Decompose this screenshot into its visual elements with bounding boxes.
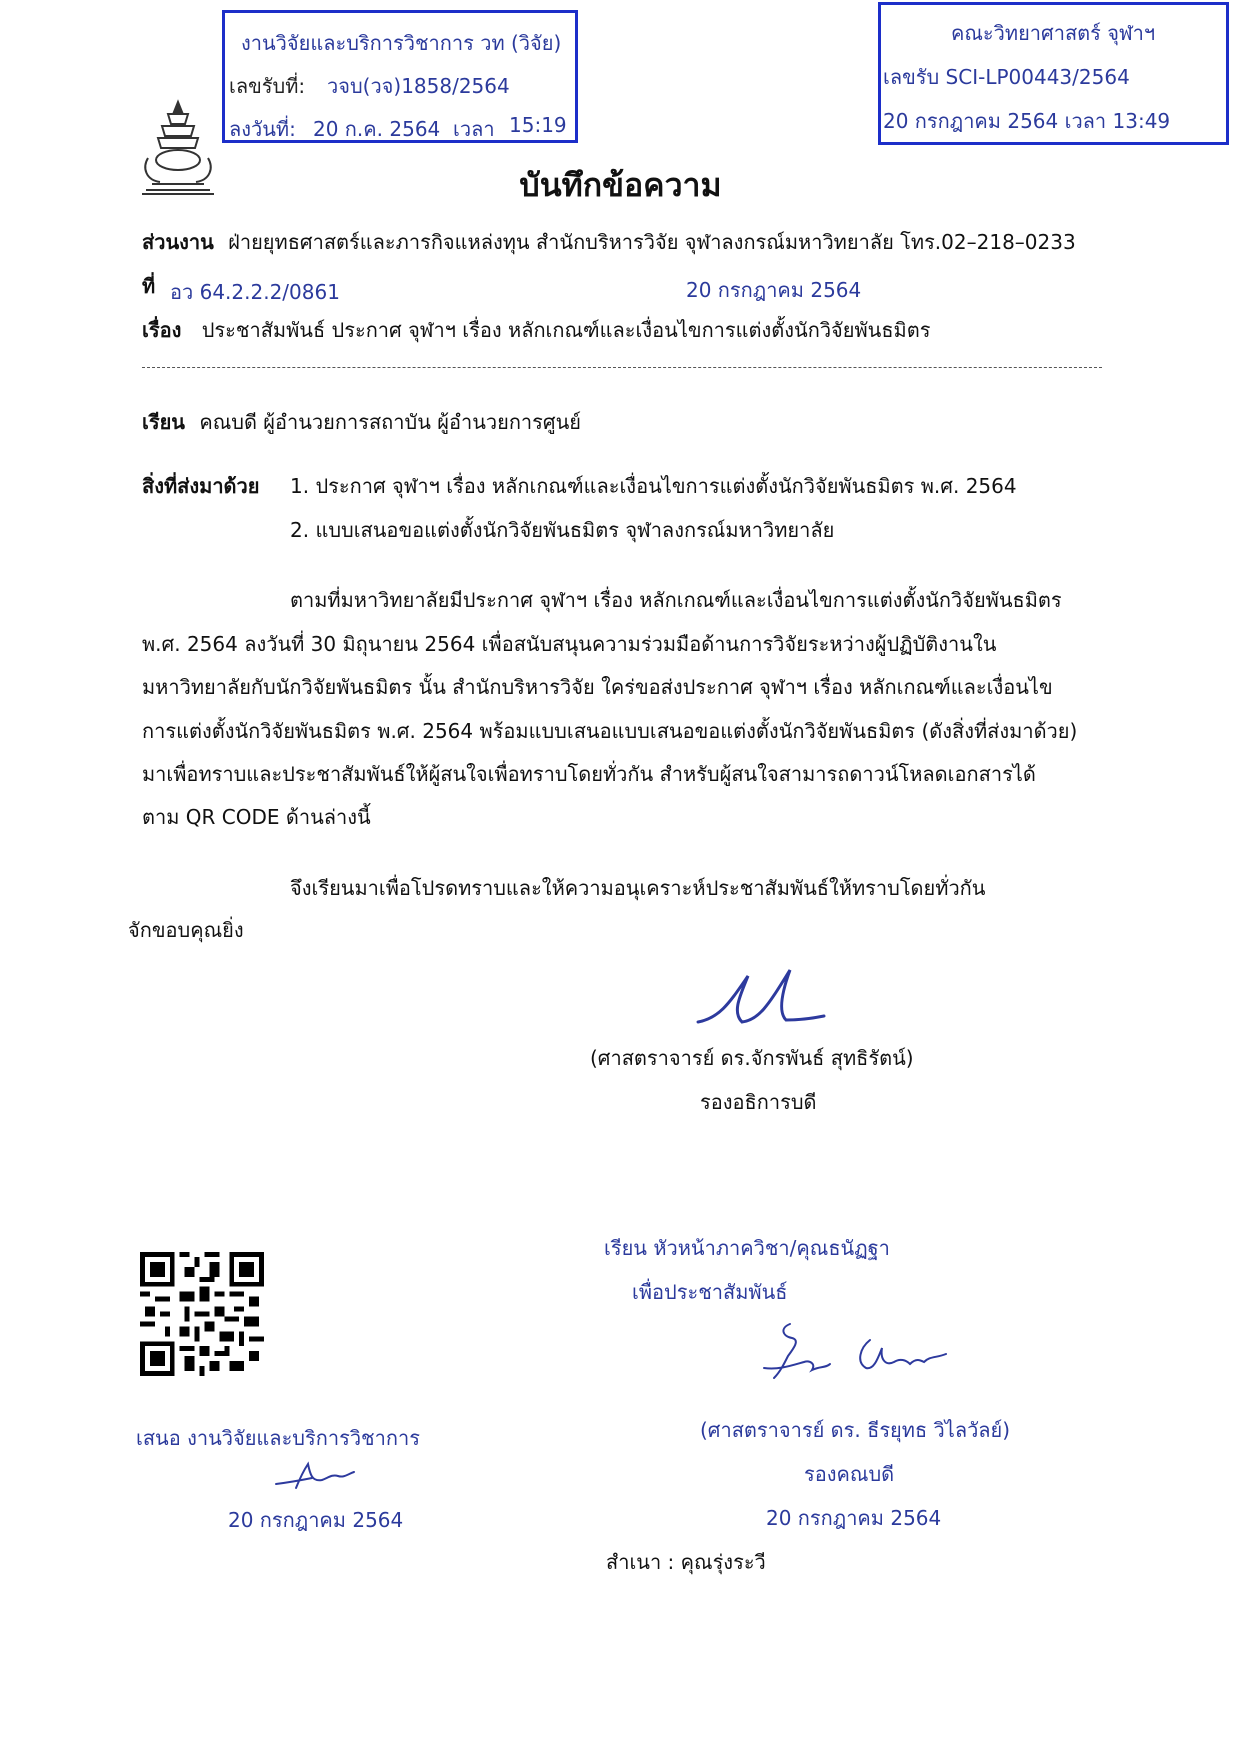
dept-label: ส่วนงาน — [142, 230, 214, 254]
stamp-faculty-datetime: 20 กรกฎาคม 2564 เวลา 13:49 — [883, 109, 1171, 133]
stamp-time-value: 15:19 — [509, 113, 567, 137]
ref-label: ที่ — [142, 274, 156, 298]
assign-purpose: เพื่อประชาสัมพันธ์ — [632, 1280, 788, 1304]
ref-number: อว 64.2.2.2/0861 — [170, 280, 340, 304]
to-row — [142, 406, 581, 438]
signer-name: (ศาสตราจารย์ ดร.จักรพันธ์ สุทธิรัตน์) — [590, 1046, 914, 1070]
signer-position: รองอธิการบดี — [700, 1090, 817, 1114]
to-label: เรียน — [142, 410, 185, 434]
body-line: ตามที่มหาวิทยาลัยมีประกาศ จุฬาฯ เรื่อง หลักเกณฑ์และเงื่อนไขการแต่งตั้งนักวิจัยพันธมิตร — [290, 588, 1062, 612]
stamp-faculty: คณะวิทยาศาสตร์ จุฬาฯ — [951, 21, 1156, 45]
closing-thanks: จักขอบคุณยิ่ง — [128, 918, 244, 942]
enclosure-item: 1. ประกาศ จุฬาฯ เรื่อง หลักเกณฑ์และเงื่อนไขการแต่งตั้งนักวิจัยพันธมิตร พ.ศ. 2564 — [290, 474, 1017, 498]
stamp-faculty-recv: เลขรับ SCI-LP00443/2564 — [883, 65, 1130, 89]
dean-deputy-signature — [760, 1318, 950, 1390]
qr-code[interactable] — [140, 1252, 264, 1376]
body-line: มาเพื่อทราบและประชาสัมพันธ์ให้ผู้สนใจเพื่อทราบโดยทั่วกัน สำหรับผู้สนใจสามารถดาวน์โหลดเอกสารได้ — [142, 762, 1036, 786]
copy-to: สำเนา : คุณรุ่งระวี — [606, 1550, 766, 1574]
deputy-dean-date: 20 กรกฎาคม 2564 — [766, 1506, 942, 1530]
deputy-dean-name: (ศาสตราจารย์ ดร. ธีรยุทธ วิไลวัลย์) — [700, 1418, 1011, 1442]
subject-row — [142, 314, 930, 346]
to-value: คณบดี ผู้อำนวยการสถาบัน ผู้อำนวยการศูนย์ — [199, 410, 581, 434]
dept-row — [142, 226, 1076, 258]
stamp-recv-value: วจบ(วจ)1858/2564 — [327, 74, 510, 98]
subject-label: เรื่อง — [142, 318, 182, 342]
forward-note: เสนอ งานวิจัยและบริการวิชาการ — [136, 1426, 420, 1450]
body-line: ตาม QR CODE ด้านล่างนี้ — [142, 805, 371, 829]
enclosure-item: 2. แบบเสนอขอแต่งตั้งนักวิจัยพันธมิตร จุฬาลงกรณ์มหาวิทยาลัย — [290, 518, 835, 542]
dept-value: ฝ่ายยุทธศาสตร์และภารกิจแหล่งทุน สำนักบริหารวิจัย จุฬาลงกรณ์มหาวิทยาลัย โทร.02–218–0233 — [228, 230, 1076, 254]
memo-title: บันทึกข้อความ — [519, 166, 722, 204]
subject-value: ประชาสัมพันธ์ ประกาศ จุฬาฯ เรื่อง หลักเกณฑ์และเงื่อนไขการแต่งตั้งนักวิจัยพันธมิตร — [201, 318, 931, 342]
header-divider — [142, 367, 1102, 368]
body-line: มหาวิทยาลัยกับนักวิจัยพันธมิตร นั้น สำนักบริหารวิจัย ใคร่ขอส่งประกาศ จุฬาฯ เรื่อง หลักเกณฑ์และเงื่อนไข — [142, 675, 1053, 699]
memo-date: 20 กรกฎาคม 2564 — [686, 278, 862, 302]
forward-date: 20 กรกฎาคม 2564 — [228, 1508, 404, 1532]
stamp-date-label: ลงวันที่: — [229, 117, 296, 141]
body-line: พ.ศ. 2564 ลงวันที่ 30 มิถุนายน 2564 เพื่อสนับสนุนความร่วมมือด้านการวิจัยระหว่างผู้ปฏิบัติงานใน — [142, 632, 997, 656]
stamp-office: งานวิจัยและบริการวิชาการ วท (วิจัย) — [241, 31, 562, 55]
initial-signature — [272, 1460, 358, 1492]
received-stamp-research — [222, 10, 578, 143]
stamp-recv-label: เลขรับที่: — [229, 74, 306, 98]
deputy-dean-position: รองคณบดี — [804, 1462, 895, 1486]
vice-president-signature — [690, 962, 830, 1032]
received-stamp-faculty — [878, 2, 1229, 145]
closing-line: จึงเรียนมาเพื่อโปรดทราบและให้ความอนุเคราะห์ประชาสัมพันธ์ให้ทราบโดยทั่วกัน — [290, 876, 986, 900]
assign-note: เรียน หัวหน้าภาควิชา/คุณธนัฏฐา — [604, 1236, 890, 1260]
body-line: การแต่งตั้งนักวิจัยพันธมิตร พ.ศ. 2564 พร้อมแบบเสนอแบบเสนอขอแต่งตั้งนักวิจัยพันธมิตร (ดังสิ่งที่ส่งมาด้วย) — [142, 719, 1078, 743]
stamp-time-label: เวลา — [453, 117, 495, 141]
enclosure-label: สิ่งที่ส่งมาด้วย — [142, 474, 260, 498]
stamp-date-value: 20 ก.ค. 2564 — [313, 117, 441, 141]
